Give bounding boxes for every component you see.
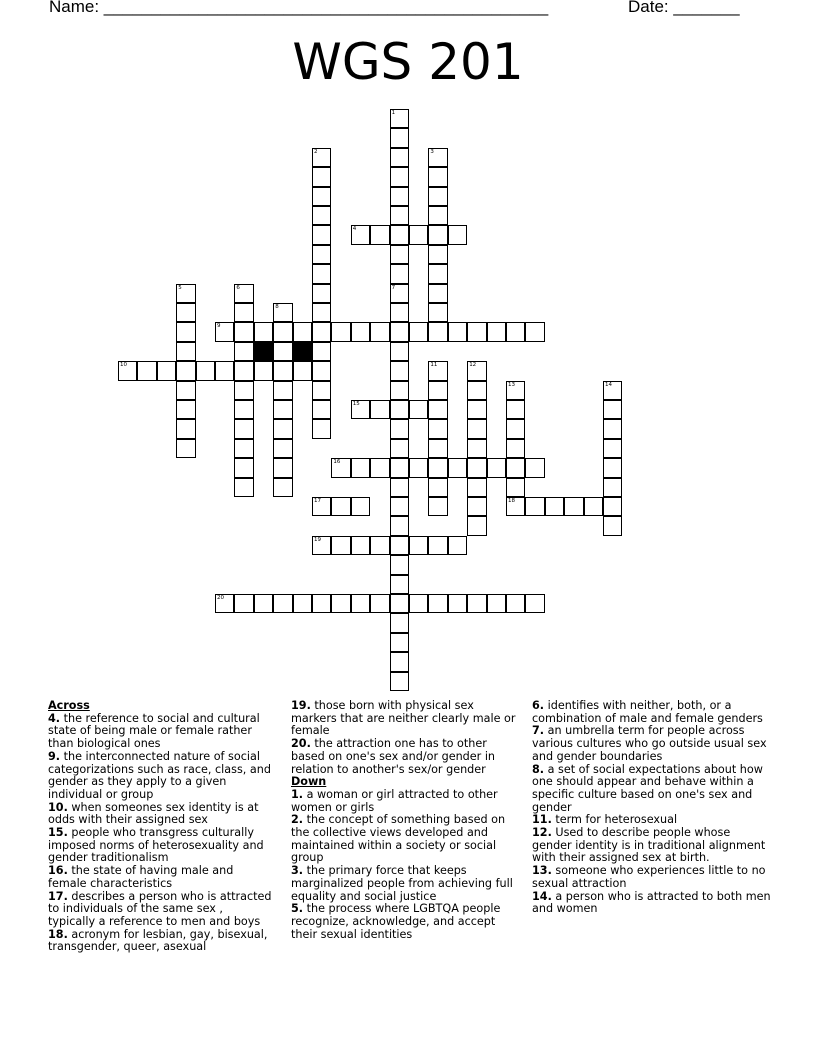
crossword-cell[interactable]	[370, 458, 389, 477]
clue-number: 6.	[532, 699, 545, 712]
crossword-cell[interactable]	[525, 497, 544, 516]
crossword-cell[interactable]	[467, 419, 486, 438]
crossword-cell[interactable]	[390, 613, 409, 632]
crossword-cell[interactable]	[390, 439, 409, 458]
crossword-cell[interactable]	[390, 128, 409, 147]
crossword-cell[interactable]	[176, 303, 195, 322]
crossword-cell[interactable]	[234, 342, 253, 361]
crossword-cell[interactable]	[545, 497, 564, 516]
clues-column-1	[48, 700, 273, 954]
clue-item	[291, 903, 523, 941]
crossword-cell[interactable]	[603, 516, 622, 535]
crossword-cell[interactable]	[312, 148, 331, 167]
crossword-cell[interactable]	[331, 536, 350, 555]
crossword-cell[interactable]	[370, 536, 389, 555]
crossword-cell[interactable]	[312, 245, 331, 264]
crossword-cell[interactable]	[390, 361, 409, 380]
crossword-cell[interactable]	[176, 419, 195, 438]
crossword-cell[interactable]	[409, 400, 428, 419]
crossword-cell[interactable]	[390, 652, 409, 671]
crossword-cell[interactable]	[234, 458, 253, 477]
crossword-cell[interactable]	[506, 458, 525, 477]
clue-number: 16.	[48, 864, 68, 878]
clue-number: 19.	[291, 699, 311, 712]
crossword-cell[interactable]	[428, 419, 447, 438]
clue-text: someone who experiences little to no sexual attraction	[532, 864, 766, 890]
crossword-cell[interactable]	[273, 400, 292, 419]
clue-number: 17.	[48, 889, 68, 903]
across-heading: Across	[48, 699, 90, 712]
clue-text: acronym for lesbian, gay, bisexual, transgender, queer, asexual	[48, 927, 268, 954]
crossword-cell[interactable]	[234, 303, 253, 322]
crossword-cell[interactable]	[370, 322, 389, 341]
clue-item	[48, 865, 273, 890]
crossword-cell[interactable]	[448, 225, 467, 244]
crossword-cell[interactable]	[331, 458, 350, 477]
crossword-cell[interactable]	[312, 206, 331, 225]
crossword-cell[interactable]	[215, 361, 234, 380]
crossword-cell[interactable]	[390, 536, 409, 555]
clue-text: a person who is attracted to both men and women	[532, 889, 771, 916]
crossword-cell[interactable]	[176, 381, 195, 400]
crossword-cell[interactable]	[312, 419, 331, 438]
crossword-cell[interactable]	[390, 225, 409, 244]
cell-number: 11	[430, 362, 438, 369]
clues-column-2	[291, 700, 523, 941]
crossword-cell[interactable]	[273, 419, 292, 438]
crossword-cell[interactable]	[409, 536, 428, 555]
crossword-cell[interactable]	[390, 555, 409, 574]
crossword-cell[interactable]	[603, 458, 622, 477]
crossword-cell[interactable]	[506, 381, 525, 400]
page-title: WGS 201	[292, 33, 524, 91]
clue-number: 15.	[48, 826, 68, 840]
crossword-cell[interactable]	[118, 361, 137, 380]
crossword-cell[interactable]	[312, 536, 331, 555]
clue-text: the concept of something based on the collective views developed and maintained within a society or social group	[291, 813, 506, 865]
black-square	[254, 342, 273, 361]
crossword-cell[interactable]	[331, 322, 350, 341]
crossword-cell[interactable]	[506, 400, 525, 419]
cell-number: 20	[217, 595, 224, 601]
clue-text: term for heterosexual	[551, 813, 678, 827]
crossword-cell[interactable]	[428, 478, 447, 497]
crossword-cell[interactable]	[428, 497, 447, 516]
clue-text: an umbrella term for people across various cultures who go outside usual sex and gender boundaries	[532, 724, 767, 763]
crossword-cell[interactable]	[467, 400, 486, 419]
clue-item	[48, 891, 273, 929]
crossword-cell[interactable]	[390, 303, 409, 322]
clue-text: the reference to social and cultural state of being male or female rather than biological ones	[48, 711, 260, 751]
crossword-cell[interactable]	[312, 594, 331, 613]
clue-text: the interconnected nature of social categorizations such as race, class, and gender as they apply to a given individual or group	[48, 749, 271, 801]
crossword-cell[interactable]	[487, 322, 506, 341]
clue-text: when someones sex identity is at odds with their assigned sex	[48, 800, 259, 827]
crossword-cell[interactable]	[390, 594, 409, 613]
crossword-cell[interactable]	[428, 167, 447, 186]
crossword-cell[interactable]	[390, 497, 409, 516]
crossword-cell[interactable]	[312, 322, 331, 341]
crossword-cell[interactable]	[603, 400, 622, 419]
black-square	[293, 342, 312, 361]
crossword-cell[interactable]	[506, 439, 525, 458]
clue-item	[532, 827, 772, 865]
crossword-cell[interactable]	[312, 284, 331, 303]
clue-text: the state of having male and female characteristics	[48, 864, 234, 890]
crossword-cell[interactable]	[584, 497, 603, 516]
crossword-cell[interactable]	[409, 225, 428, 244]
crossword-cell[interactable]	[273, 594, 292, 613]
crossword-cell[interactable]	[331, 594, 350, 613]
crossword-cell[interactable]	[448, 322, 467, 341]
clue-item	[532, 764, 772, 815]
crossword-cell[interactable]	[428, 284, 447, 303]
cell-number: 13	[508, 381, 515, 388]
cell-number: 15	[352, 401, 360, 407]
crossword-cell[interactable]	[428, 148, 447, 167]
crossword-cell[interactable]	[273, 458, 292, 477]
crossword-cell[interactable]	[351, 458, 370, 477]
crossword-cell[interactable]	[428, 225, 447, 244]
crossword-cell[interactable]	[525, 594, 544, 613]
clue-number: 12.	[532, 826, 552, 840]
cell-number: 2	[314, 148, 318, 155]
crossword-cell[interactable]	[564, 497, 583, 516]
down-heading: Down	[291, 775, 327, 789]
crossword-cell[interactable]	[390, 342, 409, 361]
crossword-cell[interactable]	[254, 322, 273, 341]
clue-text: the process where LGBTQA people recognize, acknowledge, and accept their sexual identities	[291, 902, 501, 941]
crossword-cell[interactable]	[351, 225, 370, 244]
clue-item	[291, 865, 523, 903]
crossword-cell[interactable]	[506, 594, 525, 613]
crossword-cell[interactable]	[176, 322, 195, 341]
crossword-cell[interactable]	[370, 594, 389, 613]
name-line: Name: _______________________________________________	[49, 0, 549, 16]
cell-number: 10	[120, 362, 127, 369]
crossword-cell[interactable]	[428, 264, 447, 283]
cell-number: 3	[430, 148, 434, 155]
crossword-cell[interactable]	[448, 594, 467, 613]
cell-number: 5	[178, 284, 182, 291]
clue-text: the attraction one has to other based on one's sex and/or gender in relation to another's sex/or gender	[291, 737, 496, 776]
crossword-cell[interactable]	[351, 536, 370, 555]
crossword-cell[interactable]	[390, 167, 409, 186]
crossword-cell[interactable]	[467, 322, 486, 341]
crossword-cell[interactable]	[506, 322, 525, 341]
crossword-cell[interactable]	[370, 225, 389, 244]
cell-number: 18	[508, 498, 515, 504]
crossword-cell[interactable]	[467, 516, 486, 535]
crossword-cell[interactable]	[467, 439, 486, 458]
crossword-cell[interactable]	[273, 439, 292, 458]
crossword-cell[interactable]	[428, 381, 447, 400]
crossword-cell[interactable]	[409, 458, 428, 477]
crossword-cell[interactable]	[273, 342, 292, 361]
clue-number: 5.	[291, 902, 304, 916]
crossword-cell[interactable]	[312, 381, 331, 400]
cell-number: 7	[391, 284, 396, 291]
clue-text: a set of social expectations about how one should appear and behave within a specific culture based on one's sex and gender	[532, 762, 763, 814]
crossword-cell[interactable]	[351, 322, 370, 341]
crossword-cell[interactable]	[234, 594, 253, 613]
crossword-cell[interactable]	[506, 497, 525, 516]
crossword-cell[interactable]	[390, 206, 409, 225]
cell-number: 8	[275, 304, 279, 310]
crossword-cell[interactable]	[467, 361, 486, 380]
crossword-cell[interactable]	[603, 439, 622, 458]
crossword-cell[interactable]	[428, 594, 447, 613]
crossword-cell[interactable]	[137, 361, 156, 380]
clue-text: those born with physical sex markers that are neither clearly male or female	[291, 699, 516, 738]
cell-number: 14	[605, 381, 612, 388]
clue-text: Used to describe people whose gender identity is in traditional alignment with their assigned sex at birth.	[532, 826, 766, 865]
crossword-cell[interactable]	[409, 322, 428, 341]
crossword-cell[interactable]	[176, 439, 195, 458]
crossword-cell[interactable]	[467, 497, 486, 516]
crossword-cell[interactable]	[390, 322, 409, 341]
crossword-cell[interactable]	[390, 633, 409, 652]
crossword-cell[interactable]	[351, 594, 370, 613]
crossword-cell[interactable]	[390, 187, 409, 206]
clue-item	[48, 802, 273, 827]
crossword-cell[interactable]	[603, 381, 622, 400]
crossword-cell[interactable]	[487, 458, 506, 477]
clue-item	[48, 929, 273, 954]
crossword-cell[interactable]	[428, 303, 447, 322]
clue-text: identifies with neither, both, or a combination of male and female genders	[532, 699, 763, 725]
crossword-cell[interactable]	[312, 400, 331, 419]
clue-number: 20.	[291, 737, 311, 751]
crossword-cell[interactable]	[312, 361, 331, 380]
crossword-cell[interactable]	[176, 284, 195, 303]
crossword-cell[interactable]	[467, 478, 486, 497]
clue-number: 4.	[48, 711, 61, 725]
crossword-cell[interactable]	[428, 439, 447, 458]
crossword-cell[interactable]	[428, 245, 447, 264]
crossword-cell[interactable]	[467, 458, 486, 477]
cell-number: 4	[352, 226, 357, 233]
clue-number: 10.	[48, 800, 68, 814]
clue-number: 3.	[291, 864, 304, 878]
crossword-cell[interactable]	[215, 322, 234, 341]
crossword-cell[interactable]	[234, 400, 253, 419]
crossword-cell[interactable]	[603, 497, 622, 516]
crossword-cell[interactable]	[390, 148, 409, 167]
crossword-cell[interactable]	[390, 400, 409, 419]
crossword-cell[interactable]	[525, 322, 544, 341]
crossword-cell[interactable]	[331, 497, 350, 516]
crossword-cell[interactable]	[351, 497, 370, 516]
crossword-cell[interactable]	[234, 284, 253, 303]
crossword-cell[interactable]	[312, 497, 331, 516]
clue-item	[291, 738, 523, 776]
clue-text: describes a person who is attracted to individuals of the same sex , typically a reference to men and boys	[48, 889, 272, 928]
crossword-cell[interactable]	[312, 303, 331, 322]
crossword-cell[interactable]	[506, 419, 525, 438]
clue-item	[291, 700, 523, 738]
crossword-cell[interactable]	[370, 400, 389, 419]
cell-number: 16	[333, 459, 341, 466]
crossword-cell[interactable]	[176, 361, 195, 380]
crossword-cell[interactable]	[234, 381, 253, 400]
crossword-cell[interactable]	[390, 575, 409, 594]
cell-number: 19	[314, 536, 321, 543]
cell-number: 1	[391, 110, 396, 116]
crossword-cell[interactable]	[234, 478, 253, 497]
crossword-cell[interactable]	[293, 594, 312, 613]
crossword-cell[interactable]	[428, 536, 447, 555]
crossword-cell[interactable]	[273, 303, 292, 322]
clue-number: 18.	[48, 927, 68, 941]
crossword-cell[interactable]	[390, 478, 409, 497]
cell-number: 12	[469, 362, 477, 369]
clue-item	[48, 713, 273, 751]
crossword-cell[interactable]	[312, 187, 331, 206]
clue-item	[532, 865, 772, 890]
crossword-cell[interactable]	[428, 206, 447, 225]
crossword-cell[interactable]	[428, 458, 447, 477]
crossword-cell[interactable]	[215, 594, 234, 613]
clue-item	[532, 725, 772, 763]
clue-item	[48, 827, 273, 865]
crossword-cell[interactable]	[176, 400, 195, 419]
crossword-cell[interactable]	[390, 264, 409, 283]
crossword-cell[interactable]	[312, 225, 331, 244]
crossword-cell[interactable]	[603, 419, 622, 438]
crossword-cell[interactable]	[448, 536, 467, 555]
date-line: Date: _______	[628, 0, 740, 16]
crossword-cell[interactable]	[409, 594, 428, 613]
clue-text: people who transgress culturally imposed norms of heterosexuality and gender traditionalism	[48, 826, 264, 865]
crossword-cell[interactable]	[351, 400, 370, 419]
clue-number: 1.	[291, 787, 304, 801]
clue-item	[532, 891, 772, 916]
cell-number: 17	[314, 498, 321, 504]
crossword-cell[interactable]	[196, 361, 215, 380]
crossword-cell[interactable]	[234, 419, 253, 438]
crossword-cell[interactable]	[293, 322, 312, 341]
clue-item	[291, 814, 523, 865]
clue-text: a woman or girl attracted to other women or girls	[291, 787, 498, 814]
crossword-cell[interactable]	[254, 594, 273, 613]
crossword-cell[interactable]	[603, 478, 622, 497]
crossword-cell[interactable]	[273, 381, 292, 400]
clue-text: the primary force that keeps marginalized people from achieving full equality and social justice	[291, 864, 513, 903]
crossword-cell[interactable]	[487, 594, 506, 613]
crossword-cell[interactable]	[390, 419, 409, 438]
crossword-cell[interactable]	[293, 361, 312, 380]
crossword-cell[interactable]	[176, 342, 195, 361]
crossword-cell[interactable]	[467, 381, 486, 400]
clue-item	[532, 700, 772, 725]
crossword-cell[interactable]	[390, 672, 409, 691]
crossword-cell[interactable]	[234, 361, 253, 380]
crossword-cell[interactable]	[428, 361, 447, 380]
clue-number: 13.	[532, 864, 552, 878]
clue-number: 8.	[532, 762, 545, 776]
cell-number: 9	[217, 323, 221, 330]
crossword-cell[interactable]	[448, 458, 467, 477]
crossword-cell[interactable]	[428, 400, 447, 419]
crossword-cell[interactable]	[390, 458, 409, 477]
crossword-cell[interactable]	[273, 478, 292, 497]
crossword-cell[interactable]	[390, 109, 409, 128]
crossword-cell[interactable]	[234, 322, 253, 341]
clue-number: 14.	[532, 889, 552, 903]
clue-number: 7.	[532, 724, 545, 738]
crossword-cell[interactable]	[506, 478, 525, 497]
crossword-cell[interactable]	[273, 322, 292, 341]
clue-number: 2.	[291, 813, 304, 827]
crossword-cell[interactable]	[312, 342, 331, 361]
crossword-cell[interactable]	[525, 458, 544, 477]
crossword-cell[interactable]	[428, 187, 447, 206]
crossword-cell[interactable]	[234, 439, 253, 458]
crossword-cell[interactable]	[312, 264, 331, 283]
crossword-cell[interactable]	[312, 167, 331, 186]
crossword-cell[interactable]	[390, 516, 409, 535]
clue-number: 11.	[532, 813, 552, 827]
crossword-cell[interactable]	[390, 381, 409, 400]
crossword-cell[interactable]	[390, 245, 409, 264]
clue-item	[48, 751, 273, 802]
crossword-cell[interactable]	[273, 361, 292, 380]
crossword-cell[interactable]	[428, 322, 447, 341]
crossword-cell[interactable]	[390, 284, 409, 303]
clue-item	[291, 789, 523, 814]
clue-number: 9.	[48, 749, 61, 763]
clues-column-3	[532, 700, 772, 916]
crossword-cell[interactable]	[254, 361, 273, 380]
crossword-cell[interactable]	[467, 594, 486, 613]
cell-number: 6	[236, 284, 240, 291]
crossword-cell[interactable]	[157, 361, 176, 380]
